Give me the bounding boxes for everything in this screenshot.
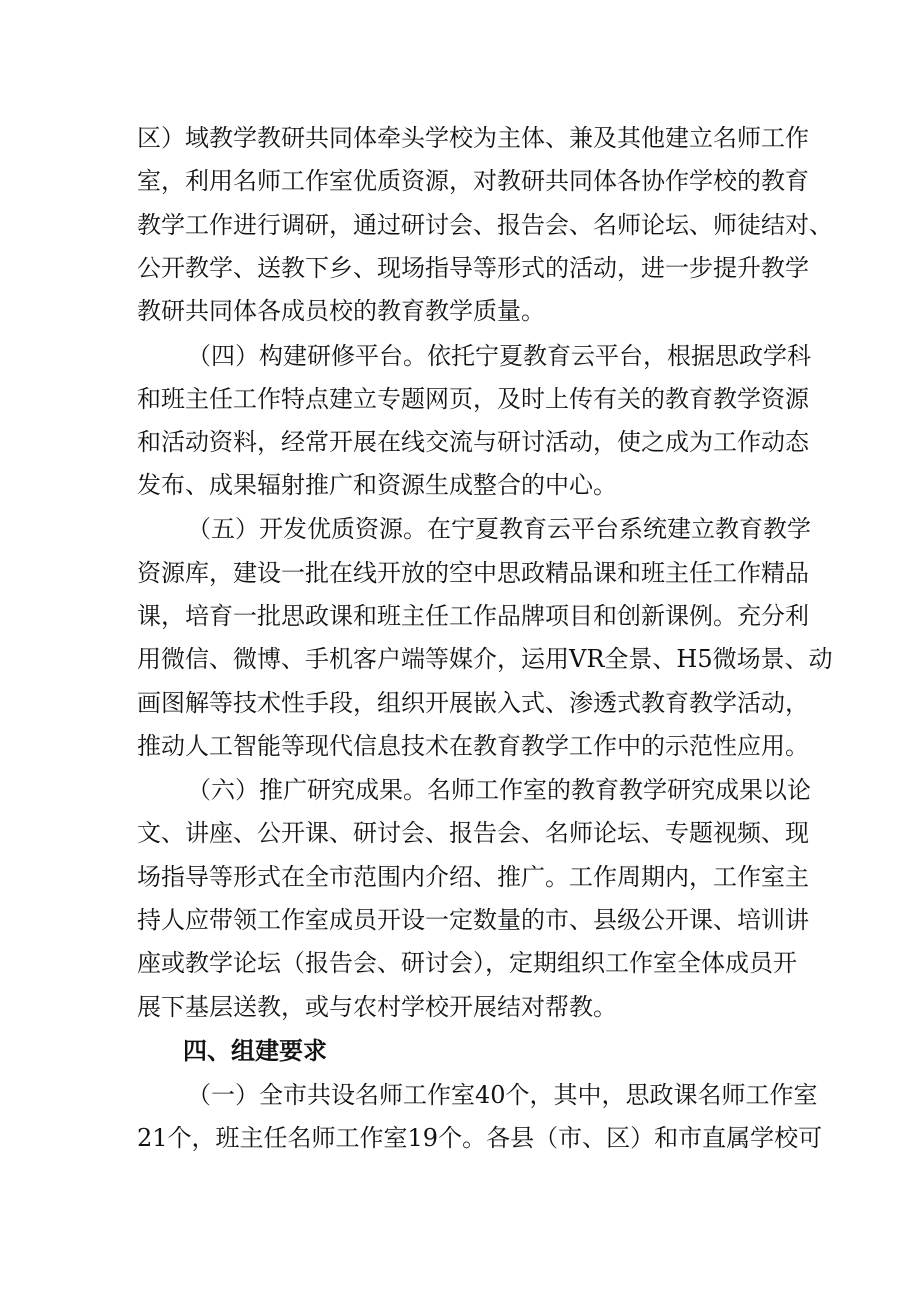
text-line: 教研共同体各成员校的教育教学质量。 — [137, 297, 545, 325]
text-line: 资源库，建设一批在线开放的空中思政精品课和班主任工作精品 — [137, 559, 809, 587]
text-line: 区）域教学教研共同体牵头学校为主体、兼及其他建立名师工作 — [137, 124, 809, 152]
text-line: 教学工作进行调研，通过研讨会、报告会、名师论坛、师徒结对、 — [137, 211, 833, 239]
text-line: 展下基层送教，或与农村学校开展结对帮教。 — [137, 993, 617, 1021]
text-line: （五）开发优质资源。在宁夏教育云平台系统建立教育教学 — [187, 515, 811, 543]
text-line: 文、讲座、公开课、研讨会、报告会、名师论坛、专题视频、现 — [137, 819, 809, 847]
section-heading: 四、组建要求 — [183, 1037, 327, 1065]
text-line: 21个，班主任名师工作室19个。各县（市、区）和市直属学校可 — [137, 1124, 823, 1152]
text-line: 公开教学、送教下乡、现场指导等形式的活动，进一步提升教学 — [137, 254, 809, 282]
text-line: 用微信、微博、手机客户端等媒介，运用VR全景、H5微场景、动 — [137, 645, 833, 673]
text-line: 座或教学论坛（报告会、研讨会），定期组织工作室全体成员开 — [137, 949, 797, 977]
text-line: 推动人工智能等现代信息技术在教育教学工作中的示范性应用。 — [137, 732, 809, 760]
text-line: 课，培育一批思政课和班主任工作品牌项目和创新课例。充分利 — [137, 602, 809, 630]
text-line: 持人应带领工作室成员开设一定数量的市、县级公开课、培训讲 — [137, 906, 809, 934]
text-line: 场指导等形式在全市范围内介绍、推广。工作周期内，工作室主 — [137, 863, 809, 891]
text-line: （一）全市共设名师工作室40个，其中，思政课名师工作室 — [187, 1081, 818, 1109]
text-line: （六）推广研究成果。名师工作室的教育教学研究成果以论 — [187, 776, 811, 804]
text-line: 画图解等技术性手段，组织开展嵌入式、渗透式教育教学活动， — [137, 689, 809, 717]
text-line: 和班主任工作特点建立专题网页，及时上传有关的教育教学资源 — [137, 385, 809, 413]
text-line: 和活动资料，经常开展在线交流与研讨活动，使之成为工作动态 — [137, 428, 809, 456]
text-line: 发布、成果辐射推广和资源生成整合的中心。 — [137, 471, 617, 499]
text-line: （四）构建研修平台。依托宁夏教育云平台，根据思政学科 — [187, 342, 811, 370]
text-line: 室，利用名师工作室优质资源，对教研共同体各协作学校的教育 — [137, 167, 809, 195]
